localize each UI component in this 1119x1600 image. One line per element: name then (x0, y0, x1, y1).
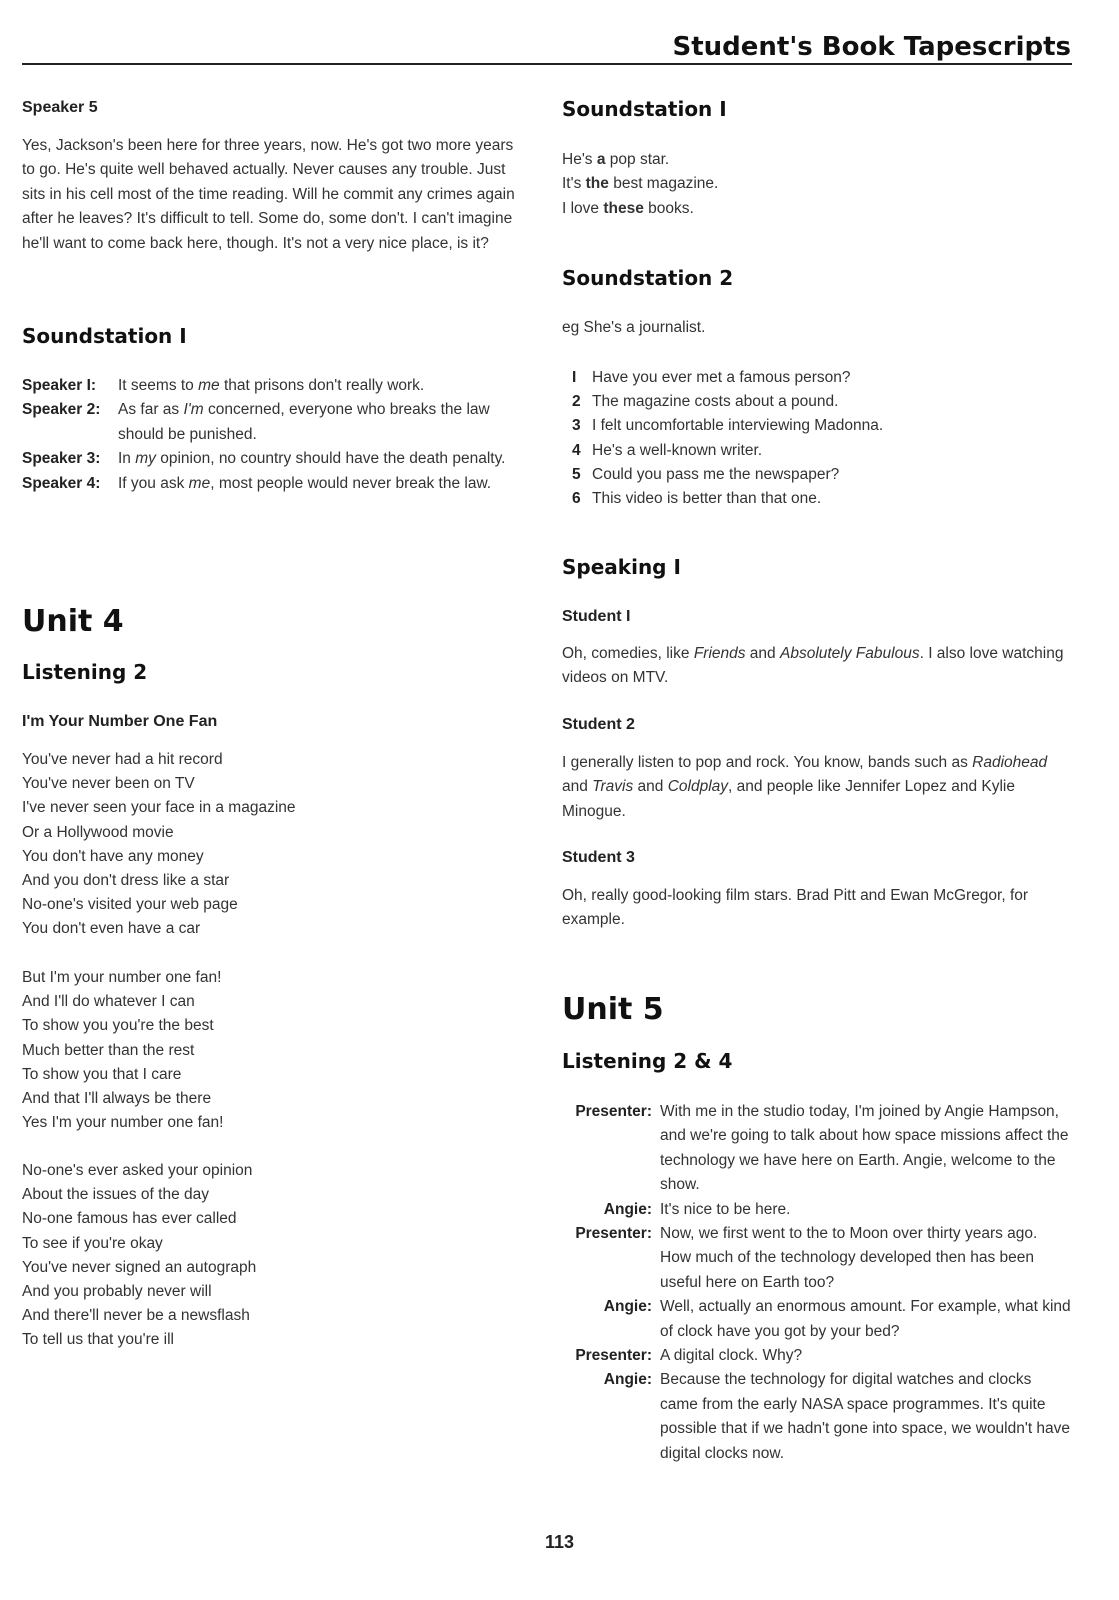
soundstation1-sentences (562, 148, 1072, 221)
lyric-line: You've never signed an autograph (22, 1258, 257, 1276)
list-item: I Have you ever met a famous person? (572, 369, 851, 386)
speaker-line: As far as I'm concerned, everyone who breaks the law should be punished. (118, 401, 490, 443)
lyric-line: About the issues of the day (22, 1186, 209, 1204)
header-rule (22, 63, 1072, 65)
speaker-line: If you ask me, most people would never break the law. (118, 474, 492, 492)
student2-text: I generally listen to pop and rock. You know, bands such as Radiohead and Travis and Coldplay, and people like Jennifer Lopez and Kylie Minogue. (562, 754, 1048, 820)
lyric-line: And I'll do whatever I can (22, 993, 195, 1011)
speaker-label: Presenter: (575, 1225, 652, 1243)
speaker-line: Well, actually an enormous amount. For example, what kind of clock have you got by your bed? (660, 1298, 1071, 1340)
lyric-line: But I'm your number one fan! (22, 969, 222, 986)
speaker-line: A digital clock. Why? (660, 1347, 803, 1365)
lyric-line: Much better than the rest (22, 1041, 195, 1059)
lyric-line: No-one's visited your web page (22, 896, 238, 914)
list-item: 5 Could you pass me the newspaper? (572, 465, 840, 483)
soundstation2-example: eg She's a journalist. (562, 319, 706, 336)
lyric-line: To show you that I care (22, 1065, 182, 1083)
dialogue-row (562, 1344, 1072, 1368)
speaker-label: Presenter: (575, 1103, 652, 1120)
lyric-line: You've never been on TV (22, 775, 195, 793)
sentence: He's a pop star. (562, 151, 670, 168)
list-item: 3 I felt uncomfortable interviewing Madonna. (572, 417, 884, 435)
lyric-line: To see if you're okay (22, 1234, 163, 1252)
song-title: I'm Your Number One Fan (22, 713, 218, 730)
list-item: 2 The magazine costs about a pound. (572, 393, 839, 411)
dialogue-row (562, 1222, 1072, 1295)
sentence: It's the best magazine. (562, 175, 719, 193)
dialogue-row (562, 1368, 1072, 1466)
lyric-line: Yes I'm your number one fan! (22, 1114, 224, 1132)
speaker-label: Speaker I: (22, 377, 97, 394)
lyric-line: You've never had a hit record (22, 751, 223, 768)
soundstation1-heading: Soundstation I (562, 97, 727, 121)
dialogue-row (22, 398, 522, 447)
speaker-line: It seems to me that prisons don't really work. (118, 377, 425, 394)
unit5-title: Unit 5 (562, 992, 664, 1027)
dialogue-row (22, 374, 522, 398)
unit5-dialogue (562, 1100, 1072, 1466)
speaker-label: Angie: (603, 1371, 652, 1389)
soundstation2-heading: Soundstation 2 (562, 266, 734, 290)
lyric-line: And you probably never will (22, 1283, 212, 1301)
lyric-line: To tell us that you're ill (22, 1331, 175, 1349)
song-verse-3 (22, 1159, 522, 1353)
lyric-line: You don't even have a car (22, 920, 201, 938)
lyric-line: To show you you're the best (22, 1017, 214, 1035)
dialogue-row (22, 472, 522, 496)
lyric-line: I've never seen your face in a magazine (22, 799, 296, 817)
speaker-line: With me in the studio today, I'm joined by Angie Hampson, and we're going to talk about how space missions affect the technology we have here on Earth. Angie, welcome to the show. (660, 1103, 1069, 1194)
dialogue-row (562, 1100, 1072, 1198)
lyric-line: And there'll never be a newsflash (22, 1307, 250, 1325)
speaker-label: Speaker 2: (22, 401, 101, 419)
soundstation1-dialogue (22, 374, 522, 496)
speaker-label: Angie: (603, 1200, 652, 1218)
lyric-line: No-one's ever asked your opinion (22, 1162, 253, 1179)
speaker-label: Speaker 4: (22, 474, 101, 492)
student1-label: Student I (562, 608, 631, 625)
song-verse-2 (22, 966, 522, 1135)
student2-label: Student 2 (562, 716, 635, 733)
speaker-label: Angie: (603, 1298, 652, 1316)
soundstation2-list (572, 366, 1082, 511)
lyric-line: You don't have any money (22, 847, 204, 865)
speaker-label: Presenter: (575, 1347, 652, 1365)
song-verse-1 (22, 748, 522, 942)
dialogue-row (22, 447, 522, 471)
speaker-line: It's nice to be here. (660, 1200, 791, 1218)
unit4-listening-heading: Listening 2 (22, 660, 148, 684)
speaker5-text: Yes, Jackson's been here for three years, now. He's got two more years to go. He's quite well behaved actually. Never causes any trouble. Just sits in his cell most of the time reading. Will he commit any crimes again after he leaves? It's difficult to tell. Some do, some don't. I can't imagine he'll want to come back here, though. It's not a very nice place, is it? (22, 137, 515, 252)
page-number: 113 (544, 1532, 575, 1552)
unit4-title: Unit 4 (22, 604, 124, 639)
dialogue-row (562, 1295, 1072, 1344)
speaker-line: Now, we first went to the to Moon over thirty years ago. How much of the technology developed then has been useful here on Earth too? (660, 1225, 1038, 1291)
student3-label: Student 3 (562, 849, 635, 866)
speaker-line: In my opinion, no country should have the death penalty. (118, 450, 506, 468)
lyric-line: And you don't dress like a star (22, 872, 230, 890)
student1-text: Oh, comedies, like Friends and Absolutely Fabulous. I also love watching videos on MTV. (562, 645, 1064, 687)
dialogue-row (562, 1198, 1072, 1222)
unit5-listening-heading: Listening 2 & 4 (562, 1049, 733, 1073)
list-item: 6 This video is better than that one. (572, 490, 822, 508)
student3-text: Oh, really good-looking film stars. Brad Pitt and Ewan McGregor, for example. (562, 887, 1029, 929)
lyric-line: And that I'll always be there (22, 1090, 212, 1108)
speaker-label: Speaker 3: (22, 450, 101, 468)
speaker5-label: Speaker 5 (22, 99, 98, 116)
speaking1-heading: Speaking I (562, 555, 681, 579)
speaker-line: Because the technology for digital watches and clocks came from the early NASA space programmes. It's quite possible that if we hadn't gone into space, we wouldn't have digital clocks now. (660, 1371, 1071, 1462)
page-header-title: Student's Book Tapescripts (666, 32, 1071, 62)
list-item: 4 He's a well-known writer. (572, 441, 763, 459)
sentence: I love these books. (562, 199, 694, 217)
lyric-line: No-one famous has ever called (22, 1210, 237, 1228)
lyric-line: Or a Hollywood movie (22, 823, 174, 841)
soundstation1-heading: Soundstation I (22, 324, 187, 348)
